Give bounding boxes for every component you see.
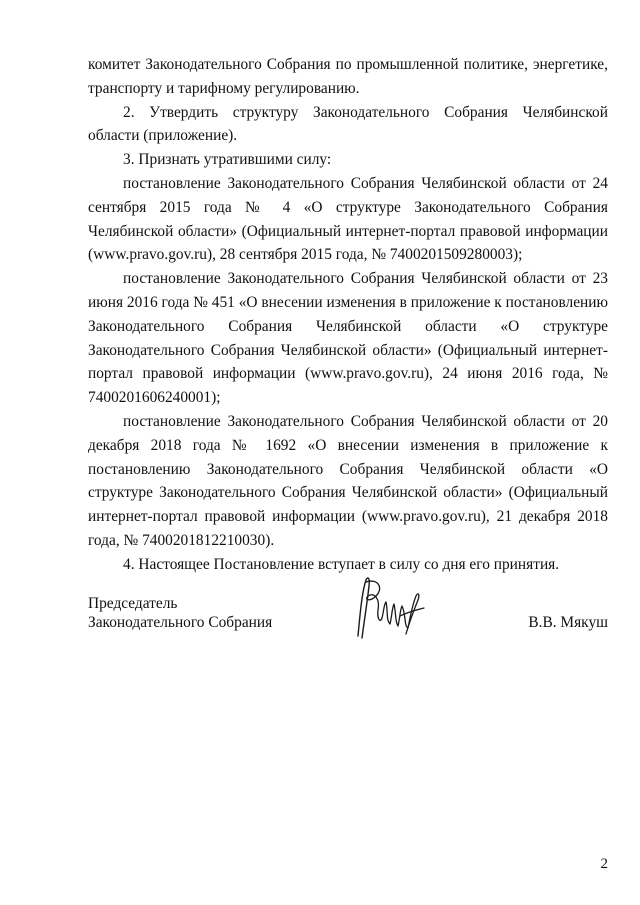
- paragraph-repeal-2015: постановление Законодательного Собрания Челябинской области от 24 сентября 2015 года № 4 «О структуре Законодательного Собрания Челябинской области» (Официальный интернет-портал правовой информации (www.pravo.gov.ru), 28 сентября 2015 года, № 7400201509280003);: [88, 174, 608, 264]
- page-number: 2: [600, 856, 608, 872]
- handwritten-signature: [350, 574, 430, 648]
- signatory-title-line2: Законодательного Собрания: [88, 614, 273, 631]
- paragraph-repeal-2016: постановление Законодательного Собрания Челябинской области от 23 июня 2016 года № 451 «О внесении изменения в приложение к постановлению Законодательного Собрания Челябинской области «О структуре Законодательного Собрания Челябинской области» (Официальный интернет-портал правовой информации (www.pravo.gov.ru), 24 июня 2016 года, № 7400201606240001);: [88, 270, 608, 407]
- document-body: [88, 53, 608, 577]
- paragraph-item-4: 4. Настоящее Постановление вступает в силу со дня его принятия.: [123, 555, 560, 573]
- signatory-name: В.В. Мякуш: [528, 614, 608, 631]
- paragraph-repeal-2018: постановление Законодательного Собрания Челябинской области от 20 декабря 2018 года № 1692 «О внесении изменения в приложение к постановлению Законодательного Собрания Челябинской области «О структуре Законодательного Собрания Челябинской области» (Официальный интернет-портал правовой информации (www.pravo.gov.ru), 21 декабря 2018 года, № 7400201812210030).: [88, 412, 608, 549]
- paragraph-item-2: 2. Утвердить структуру Законодательного Собрания Челябинской области (приложение).: [88, 103, 608, 145]
- signatory-title-line1: Председатель: [88, 595, 178, 612]
- paragraph-item-3: 3. Признать утратившими силу:: [123, 151, 332, 169]
- signatory-title: [88, 594, 272, 632]
- signature-block: [88, 594, 608, 654]
- paragraph-committee-continuation: комитет Законодательного Собрания по промышленной политике, энергетике, транспорту и тарифному регулированию.: [88, 56, 608, 97]
